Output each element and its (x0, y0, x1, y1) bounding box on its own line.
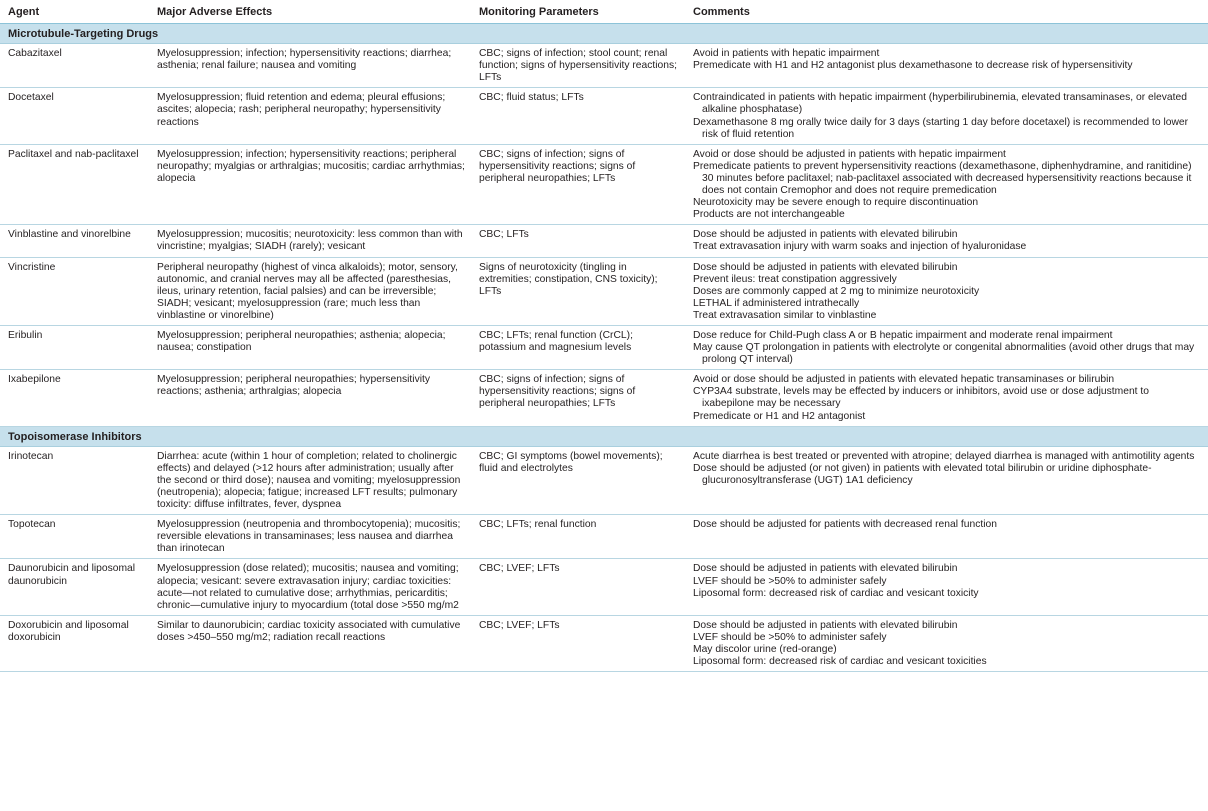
comment-line: Avoid in patients with hepatic impairment (693, 48, 880, 60)
comment-line: Treat extravasation similar to vinblastine (693, 309, 877, 321)
comment-line: CYP3A4 substrate, levels may be effected by inducers or inhibitors, avoid use or dose adjustment to ixabepilone may be necessary (693, 386, 1149, 410)
comment-line: Premedicate patients to prevent hypersensitivity reactions (dexamethasone, diphenhydramine, and ranitidine) 30 minutes before paclitaxel; nab-paclitaxel associated with decreased hypersensitivity reactions because it does not contain Cremophor and does not require premedication (693, 160, 1192, 197)
agent-cell: Cabazitaxel (0, 44, 149, 88)
comments-cell (685, 88, 1208, 144)
monitoring-cell: Signs of neurotoxicity (tingling in extremities; constipation, CNS toxicity); LFTs (471, 257, 685, 325)
comment-line: Products are not interchangeable (693, 209, 845, 221)
comment-line: Premedicate or H1 and H2 antagonist (693, 410, 866, 422)
comments-cell (685, 559, 1208, 615)
agent-cell: Daunorubicin and liposomal daunorubicin (0, 559, 149, 615)
monitoring-cell: CBC; fluid status; LFTs (471, 88, 685, 144)
comment-line: May cause QT prolongation in patients with electrolyte or congenital abnormalities (avoid other drugs that may prolong QT interval) (693, 342, 1195, 366)
agent-cell: Docetaxel (0, 88, 149, 144)
table-row (0, 515, 1208, 559)
comment-line: May discolor urine (red-orange) (693, 644, 837, 656)
comment-line: Avoid or dose should be adjusted in patients with elevated hepatic transaminases or bilirubin (693, 374, 1115, 386)
section-title-microtubule: Microtubule-Targeting Drugs (0, 24, 1208, 44)
monitoring-cell: CBC; LFTs; renal function (471, 515, 685, 559)
comment-line: Premedicate with H1 and H2 antagonist plus dexamethasone to decrease risk of hypersensitivity (693, 60, 1133, 72)
adverse-effects-cell: Myelosuppression; fluid retention and edema; pleural effusions; ascites; alopecia; rash; peripheral neuropathy; hypersensitivity reactions (149, 88, 471, 144)
comment-line: Liposomal form: decreased risk of cardiac and vesicant toxicity (693, 587, 979, 599)
adverse-effects-cell: Myelosuppression; peripheral neuropathies; asthenia; alopecia; nausea; constipation (149, 325, 471, 369)
header-row (0, 0, 1208, 24)
section-title-topoisomerase: Topoisomerase Inhibitors (0, 426, 1208, 446)
table-row (0, 370, 1208, 426)
comment-line: Dexamethasone 8 mg orally twice daily for 3 days (starting 1 day before docetaxel) is recommended to lower risk of fluid retention (693, 116, 1189, 140)
comments-cell (685, 225, 1208, 257)
comment-line: Liposomal form: decreased risk of cardiac and vesicant toxicities (693, 656, 987, 668)
comment-line: Treat extravasation injury with warm soaks and injection of hyaluronidase (693, 241, 1027, 253)
table-row (0, 325, 1208, 369)
comment-line: Dose should be adjusted in patients with elevated bilirubin (693, 619, 958, 631)
comment-line: Prevent ileus: treat constipation aggressively (693, 273, 897, 285)
comment-line: Dose should be adjusted in patients with elevated bilirubin (693, 563, 958, 575)
agent-cell: Vincristine (0, 257, 149, 325)
table-row (0, 44, 1208, 88)
agent-cell: Topotecan (0, 515, 149, 559)
monitoring-cell: CBC; signs of infection; signs of hypersensitivity reactions; signs of peripheral neuropathies; LFTs (471, 144, 685, 225)
monitoring-cell: CBC; LVEF; LFTs (471, 559, 685, 615)
monitoring-cell: CBC; signs of infection; stool count; renal function; signs of hypersensitivity reactions; LFTs (471, 44, 685, 88)
monitoring-cell: CBC; signs of infection; signs of hypersensitivity reactions; signs of peripheral neuropathies; LFTs (471, 370, 685, 426)
comment-line: LETHAL if administered intrathecally (693, 297, 860, 309)
comments-cell (685, 515, 1208, 559)
table-row (0, 446, 1208, 514)
comment-line: Doses are commonly capped at 2 mg to minimize neurotoxicity (693, 285, 980, 297)
monitoring-cell: CBC; LFTs; renal function (CrCL); potassium and magnesium levels (471, 325, 685, 369)
comment-line: Avoid or dose should be adjusted in patients with hepatic impairment (693, 148, 1006, 160)
section-row (0, 24, 1208, 44)
agent-cell: Paclitaxel and nab-paclitaxel (0, 144, 149, 225)
agent-cell: Vinblastine and vinorelbine (0, 225, 149, 257)
table-row (0, 144, 1208, 225)
monitoring-cell: CBC; LFTs (471, 225, 685, 257)
comments-cell (685, 370, 1208, 426)
comment-line: LVEF should be >50% to administer safely (693, 575, 887, 587)
topoisomerase-rows (0, 446, 1208, 672)
header-effects: Major Adverse Effects (149, 0, 471, 24)
adverse-effects-cell: Diarrhea: acute (within 1 hour of completion; related to cholinergic effects) and delayed (>12 hours after administration; usually after the second or third dose); nausea and vomiting; myelosuppression (neutropenia); alopecia; fatigue; increased LFT results; pulmonary toxicity: diffuse infiltrates, fever, dyspnea (149, 446, 471, 514)
comment-line: Dose reduce for Child-Pugh class A or B hepatic impairment and moderate renal impairment (693, 329, 1113, 341)
adverse-effects-cell: Peripheral neuropathy (highest of vinca alkaloids); motor, sensory, autonomic, and cranial nerves may all be affected (paresthesias, ileus, urinary retention, facial palsies) and can be irreversible; SIADH; vesicant; myelosuppression (rare; much less than vinblastine or vinorelbine) (149, 257, 471, 325)
agent-cell: Irinotecan (0, 446, 149, 514)
adverse-effects-cell: Myelosuppression; infection; hypersensitivity reactions; diarrhea; asthenia; renal failure; nausea and vomiting (149, 44, 471, 88)
comment-line: Dose should be adjusted (or not given) in patients with elevated total bilirubin or uridine diphosphate-glucuronosyltransferase (UGT) 1A1 deficiency (693, 462, 1152, 486)
agent-cell: Ixabepilone (0, 370, 149, 426)
comments-cell (685, 44, 1208, 88)
comment-line: LVEF should be >50% to administer safely (693, 631, 887, 643)
table-row (0, 257, 1208, 325)
comment-line: Contraindicated in patients with hepatic impairment (hyperbilirubinemia, elevated transaminases, or elevated alkaline phosphatase) (693, 92, 1187, 116)
comment-line: Dose should be adjusted for patients with decreased renal function (693, 519, 997, 531)
adverse-effects-cell: Myelosuppression; peripheral neuropathies; hypersensitivity reactions; asthenia; arthralgias; alopecia (149, 370, 471, 426)
header-monitoring: Monitoring Parameters (471, 0, 685, 24)
monitoring-cell: CBC; GI symptoms (bowel movements); fluid and electrolytes (471, 446, 685, 514)
header-agent: Agent (0, 0, 149, 24)
adverse-effects-cell: Myelosuppression; infection; hypersensitivity reactions; peripheral neuropathy; myalgias or arthralgias; mucositis; cardiac arrhythmias; alopecia (149, 144, 471, 225)
table-row (0, 225, 1208, 257)
comment-line: Acute diarrhea is best treated or prevented with atropine; delayed diarrhea is managed with antimotility agents (693, 450, 1195, 462)
agent-cell: Doxorubicin and liposomal doxorubicin (0, 615, 149, 671)
comment-line: Neurotoxicity may be severe enough to require discontinuation (693, 197, 979, 209)
header-comments: Comments (685, 0, 1208, 24)
comments-cell (685, 615, 1208, 671)
comments-cell (685, 257, 1208, 325)
monitoring-cell: CBC; LVEF; LFTs (471, 615, 685, 671)
comments-cell (685, 325, 1208, 369)
adverse-effects-cell: Similar to daunorubicin; cardiac toxicity associated with cumulative doses >450–550 mg/m2; radiation recall reactions (149, 615, 471, 671)
agent-cell: Eribulin (0, 325, 149, 369)
comment-line: Dose should be adjusted in patients with elevated bilirubin (693, 229, 958, 241)
microtubule-rows (0, 44, 1208, 427)
adverse-effects-cell: Myelosuppression (neutropenia and thrombocytopenia); mucositis; reversible elevations in transaminases; less nausea and diarrhea than irinotecan (149, 515, 471, 559)
adverse-effects-cell: Myelosuppression; mucositis; neurotoxicity: less common than with vincristine; myalgias; SIADH (rarely); vesicant (149, 225, 471, 257)
comment-line: Dose should be adjusted in patients with elevated bilirubin (693, 261, 958, 273)
adverse-effects-cell: Myelosuppression (dose related); mucositis; nausea and vomiting; alopecia; vesicant: severe extravasation injury; cardiac toxicities: acute—not related to cumulative dose; arrhythmias, pericarditis; chronic—cumulative injury to myocardium (total dose >550 mg/m2 (149, 559, 471, 615)
table-row (0, 559, 1208, 615)
comments-cell (685, 446, 1208, 514)
table-row (0, 88, 1208, 144)
comments-cell (685, 144, 1208, 225)
table-row (0, 615, 1208, 671)
section-row (0, 426, 1208, 446)
